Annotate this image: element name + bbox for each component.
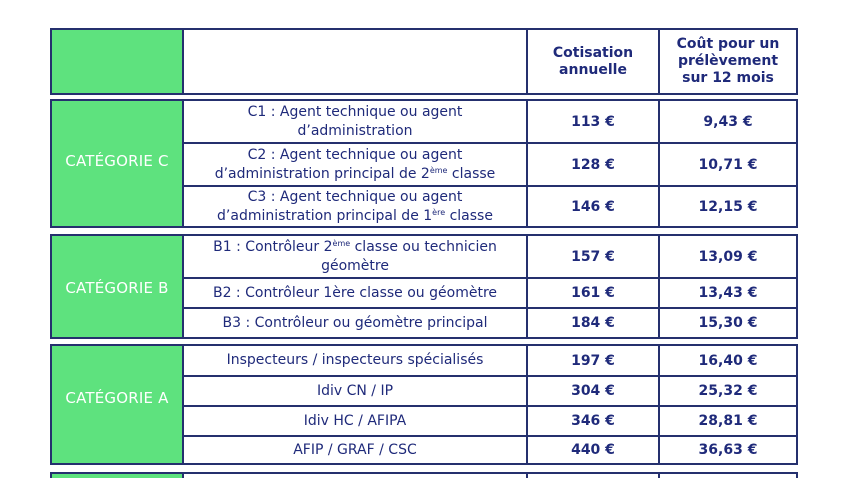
header-corner-cell [50,28,184,95]
row-c2-description: C2 : Agent technique ou agent d’administration principal de 2ème classe [182,142,528,187]
category-c-label: CATÉGORIE C [65,152,169,170]
row-b1-description: B1 : Contrôleur 2ème classe ou technicien géomètre [182,234,528,279]
row-a2-cotisation: 304 € [526,375,660,407]
row-b1-cotisation: 157 € [526,234,660,279]
row-a3-description: Idiv HC / AFIPA [182,405,528,437]
row-a1-cotisation: 197 € [526,344,660,377]
header-cotisation-label: Cotisation annuelle [552,44,634,78]
row-a2-description: Idiv CN / IP [182,375,528,407]
row-c1-description: C1 : Agent technique ou agent d’administration [182,99,528,144]
row-c1-cotisation: 113 € [526,99,660,144]
row-c2-cout: 10,71 € [658,142,798,187]
row-c3-description: C3 : Agent technique ou agent d’administration principal de 1ère classe [182,185,528,228]
header-cotisation [526,28,660,95]
row-a4-cotisation: 440 € [526,435,660,465]
row-a3-cotisation: 346 € [526,405,660,437]
row-b2-description: B2 : Contrôleur 1ère classe ou géomètre [182,277,528,309]
row-a4-cout: 36,63 € [658,435,798,465]
header-cout-label: Coût pour un prélèvement sur 12 mois [676,36,780,86]
row-a1-cout: 16,40 € [658,344,798,377]
row-b3-cotisation: 184 € [526,307,660,339]
row-b3-description: B3 : Contrôleur ou géomètre principal [182,307,528,339]
row-c1-cout: 9,43 € [658,99,798,144]
header-description-cell [182,28,528,95]
row-c3-cout: 12,15 € [658,185,798,228]
row-b1-cout: 13,09 € [658,234,798,279]
header-cout [658,28,798,95]
category-a-label: CATÉGORIE A [65,389,169,407]
next-category-cell-partial [50,472,184,478]
row-a2-cout: 25,32 € [658,375,798,407]
row-c3-cotisation: 146 € [526,185,660,228]
next-row-cotisation-partial [526,472,660,478]
row-b3-cout: 15,30 € [658,307,798,339]
row-a1-description: Inspecteurs / inspecteurs spécialisés [182,344,528,377]
row-a3-cout: 28,81 € [658,405,798,437]
next-row-cout-partial [658,472,798,478]
category-b-label: CATÉGORIE B [65,279,169,297]
row-c2-cotisation: 128 € [526,142,660,187]
row-a4-description: AFIP / GRAF / CSC [182,435,528,465]
next-row-description-partial [182,472,528,478]
row-b2-cotisation: 161 € [526,277,660,309]
row-b2-cout: 13,43 € [658,277,798,309]
